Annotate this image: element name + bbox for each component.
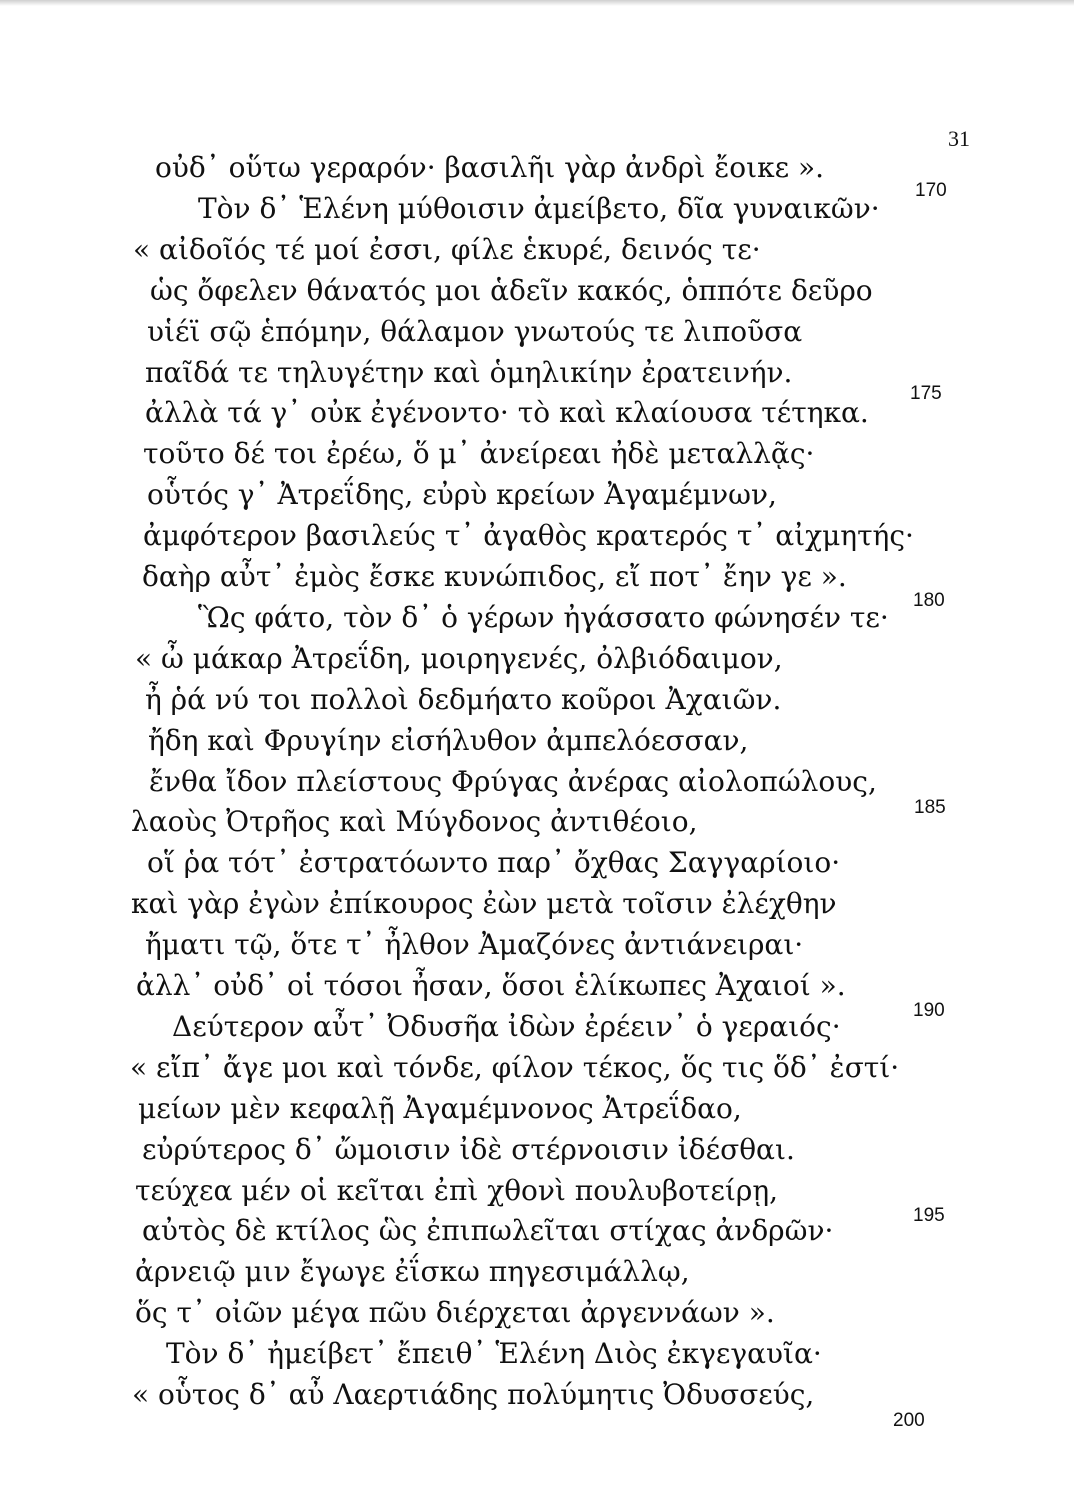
verse-line: οὗτός γ᾽ Ἀτρεΐδης, εὐρὺ κρείων Ἀγαμέμνων,	[147, 478, 777, 511]
verse-line: εὐρύτερος δ᾽ ὤμοισιν ἰδὲ στέρνοισιν ἰδέσθαι.	[142, 1133, 795, 1166]
verse-line: οἵ ῥα τότ᾽ ἐστρατόωντο παρ᾽ ὄχθας Σαγγαρίοιο·	[147, 846, 841, 879]
line-number: 170	[915, 180, 947, 201]
verse-line: Δεύτερον αὖτ᾽ Ὀδυσῆα ἰδὼν ἐρέειν᾽ ὁ γεραιός·	[172, 1010, 841, 1043]
verse-line: ὅς τ᾽ οἰῶν μέγα πῶυ διέρχεται ἀργεννάων ».	[135, 1296, 775, 1329]
verse-line: καὶ γὰρ ἐγὼν ἐπίκουρος ἐὼν μετὰ τοῖσιν ἐλέχθην	[131, 887, 837, 920]
line-number: 185	[914, 797, 946, 818]
verse-line: « εἴπ᾽ ἄγε μοι καὶ τόνδε, φίλον τέκος, ὅς τις ὅδ᾽ ἐστί·	[130, 1051, 900, 1084]
verse-line: ὡς ὄφελεν θάνατός μοι ἁδεῖν κακός, ὁππότε δεῦρο	[150, 274, 873, 307]
verse-line: « οὗτος δ᾽ αὖ Λαερτιάδης πολύμητις Ὀδυσσεύς,	[132, 1378, 815, 1411]
verse-line: λαοὺς Ὀτρῆος καὶ Μύγδονος ἀντιθέοιο,	[131, 805, 698, 838]
verse-line: Τὸν δ᾽ Ἑλένη μύθοισιν ἀμείβετο, δῖα γυναικῶν·	[198, 192, 880, 225]
verse-line: μείων μὲν κεφαλῇ Ἀγαμέμνονος Ἀτρεΐδαο,	[138, 1092, 742, 1125]
verse-line: « αἰδοῖός τέ μοί ἐσσι, φίλε ἑκυρέ, δεινός τε·	[133, 233, 761, 266]
verse-line: τεύχεα μέν οἱ κεῖται ἐπὶ χθονὶ πουλυβοτείρῃ,	[135, 1174, 779, 1207]
line-number: 175	[910, 383, 942, 404]
page-number: 31	[948, 126, 970, 151]
verse-line: Τὸν δ᾽ ἠμείβετ᾽ ἔπειθ᾽ Ἑλένη Διὸς ἐκγεγαυῖα·	[166, 1337, 822, 1370]
verse-line: οὐδ᾽ οὕτω γεραρόν· βασιλῆι γὰρ ἀνδρὶ ἔοικε ».	[155, 151, 825, 184]
verse-line: Ὣς φάτο, τὸν δ᾽ ὁ γέρων ἠγάσσατο φώνησέν τε·	[198, 601, 889, 634]
verse-line: ἀλλὰ τά γ᾽ οὐκ ἐγένοντο· τὸ καὶ κλαίουσα τέτηκα.	[145, 396, 869, 429]
verse-line: ἀλλ᾽ οὐδ᾽ οἱ τόσοι ἦσαν, ὅσοι ἑλίκωπες Ἀχαιοί ».	[136, 969, 846, 1002]
line-number: 190	[913, 1000, 945, 1021]
verse-line: ἔνθα ἴδον πλείστους Φρύγας ἀνέρας αἰολοπώλους,	[149, 765, 877, 798]
scan-top-edge	[0, 0, 1074, 6]
line-number: 180	[913, 590, 945, 611]
line-number: 195	[913, 1205, 945, 1226]
line-number: 200	[893, 1410, 925, 1431]
verse-line: ἦ ῥά νύ τοι πολλοὶ δεδμήατο κοῦροι Ἀχαιῶν.	[145, 683, 782, 716]
verse-line: ἀρνειῷ μιν ἔγωγε ἐΐσκω πηγεσιμάλλῳ,	[135, 1255, 690, 1288]
verse-line: ἤματι τῷ, ὅτε τ᾽ ἦλθον Ἀμαζόνες ἀντιάνειραι·	[145, 928, 804, 961]
verse-line: αὐτὸς δὲ κτίλος ὣς ἐπιπωλεῖται στίχας ἀνδρῶν·	[142, 1214, 834, 1247]
verse-line: δαὴρ αὖτ᾽ ἐμὸς ἔσκε κυνώπιδος, εἴ ποτ᾽ ἔην γε ».	[142, 560, 847, 593]
verse-line: ἤδη καὶ Φρυγίην εἰσήλυθον ἀμπελόεσσαν,	[148, 724, 749, 757]
verse-line: τοῦτο δέ τοι ἐρέω, ὅ μ᾽ ἀνείρεαι ἠδὲ μεταλλᾷς·	[143, 437, 815, 470]
verse-line: παῖδά τε τηλυγέτην καὶ ὁμηλικίην ἐρατεινήν.	[145, 356, 793, 389]
verse-line: ἀμφότερον βασιλεύς τ᾽ ἀγαθὸς κρατερός τ᾽ αἰχμητής·	[143, 519, 914, 552]
verse-line: « ὦ μάκαρ Ἀτρεΐδη, μοιρηγενές, ὀλβιόδαιμον,	[135, 642, 783, 675]
verse-line: υἱέϊ σῷ ἑπόμην, θάλαμον γνωτούς τε λιποῦσα	[147, 315, 803, 348]
